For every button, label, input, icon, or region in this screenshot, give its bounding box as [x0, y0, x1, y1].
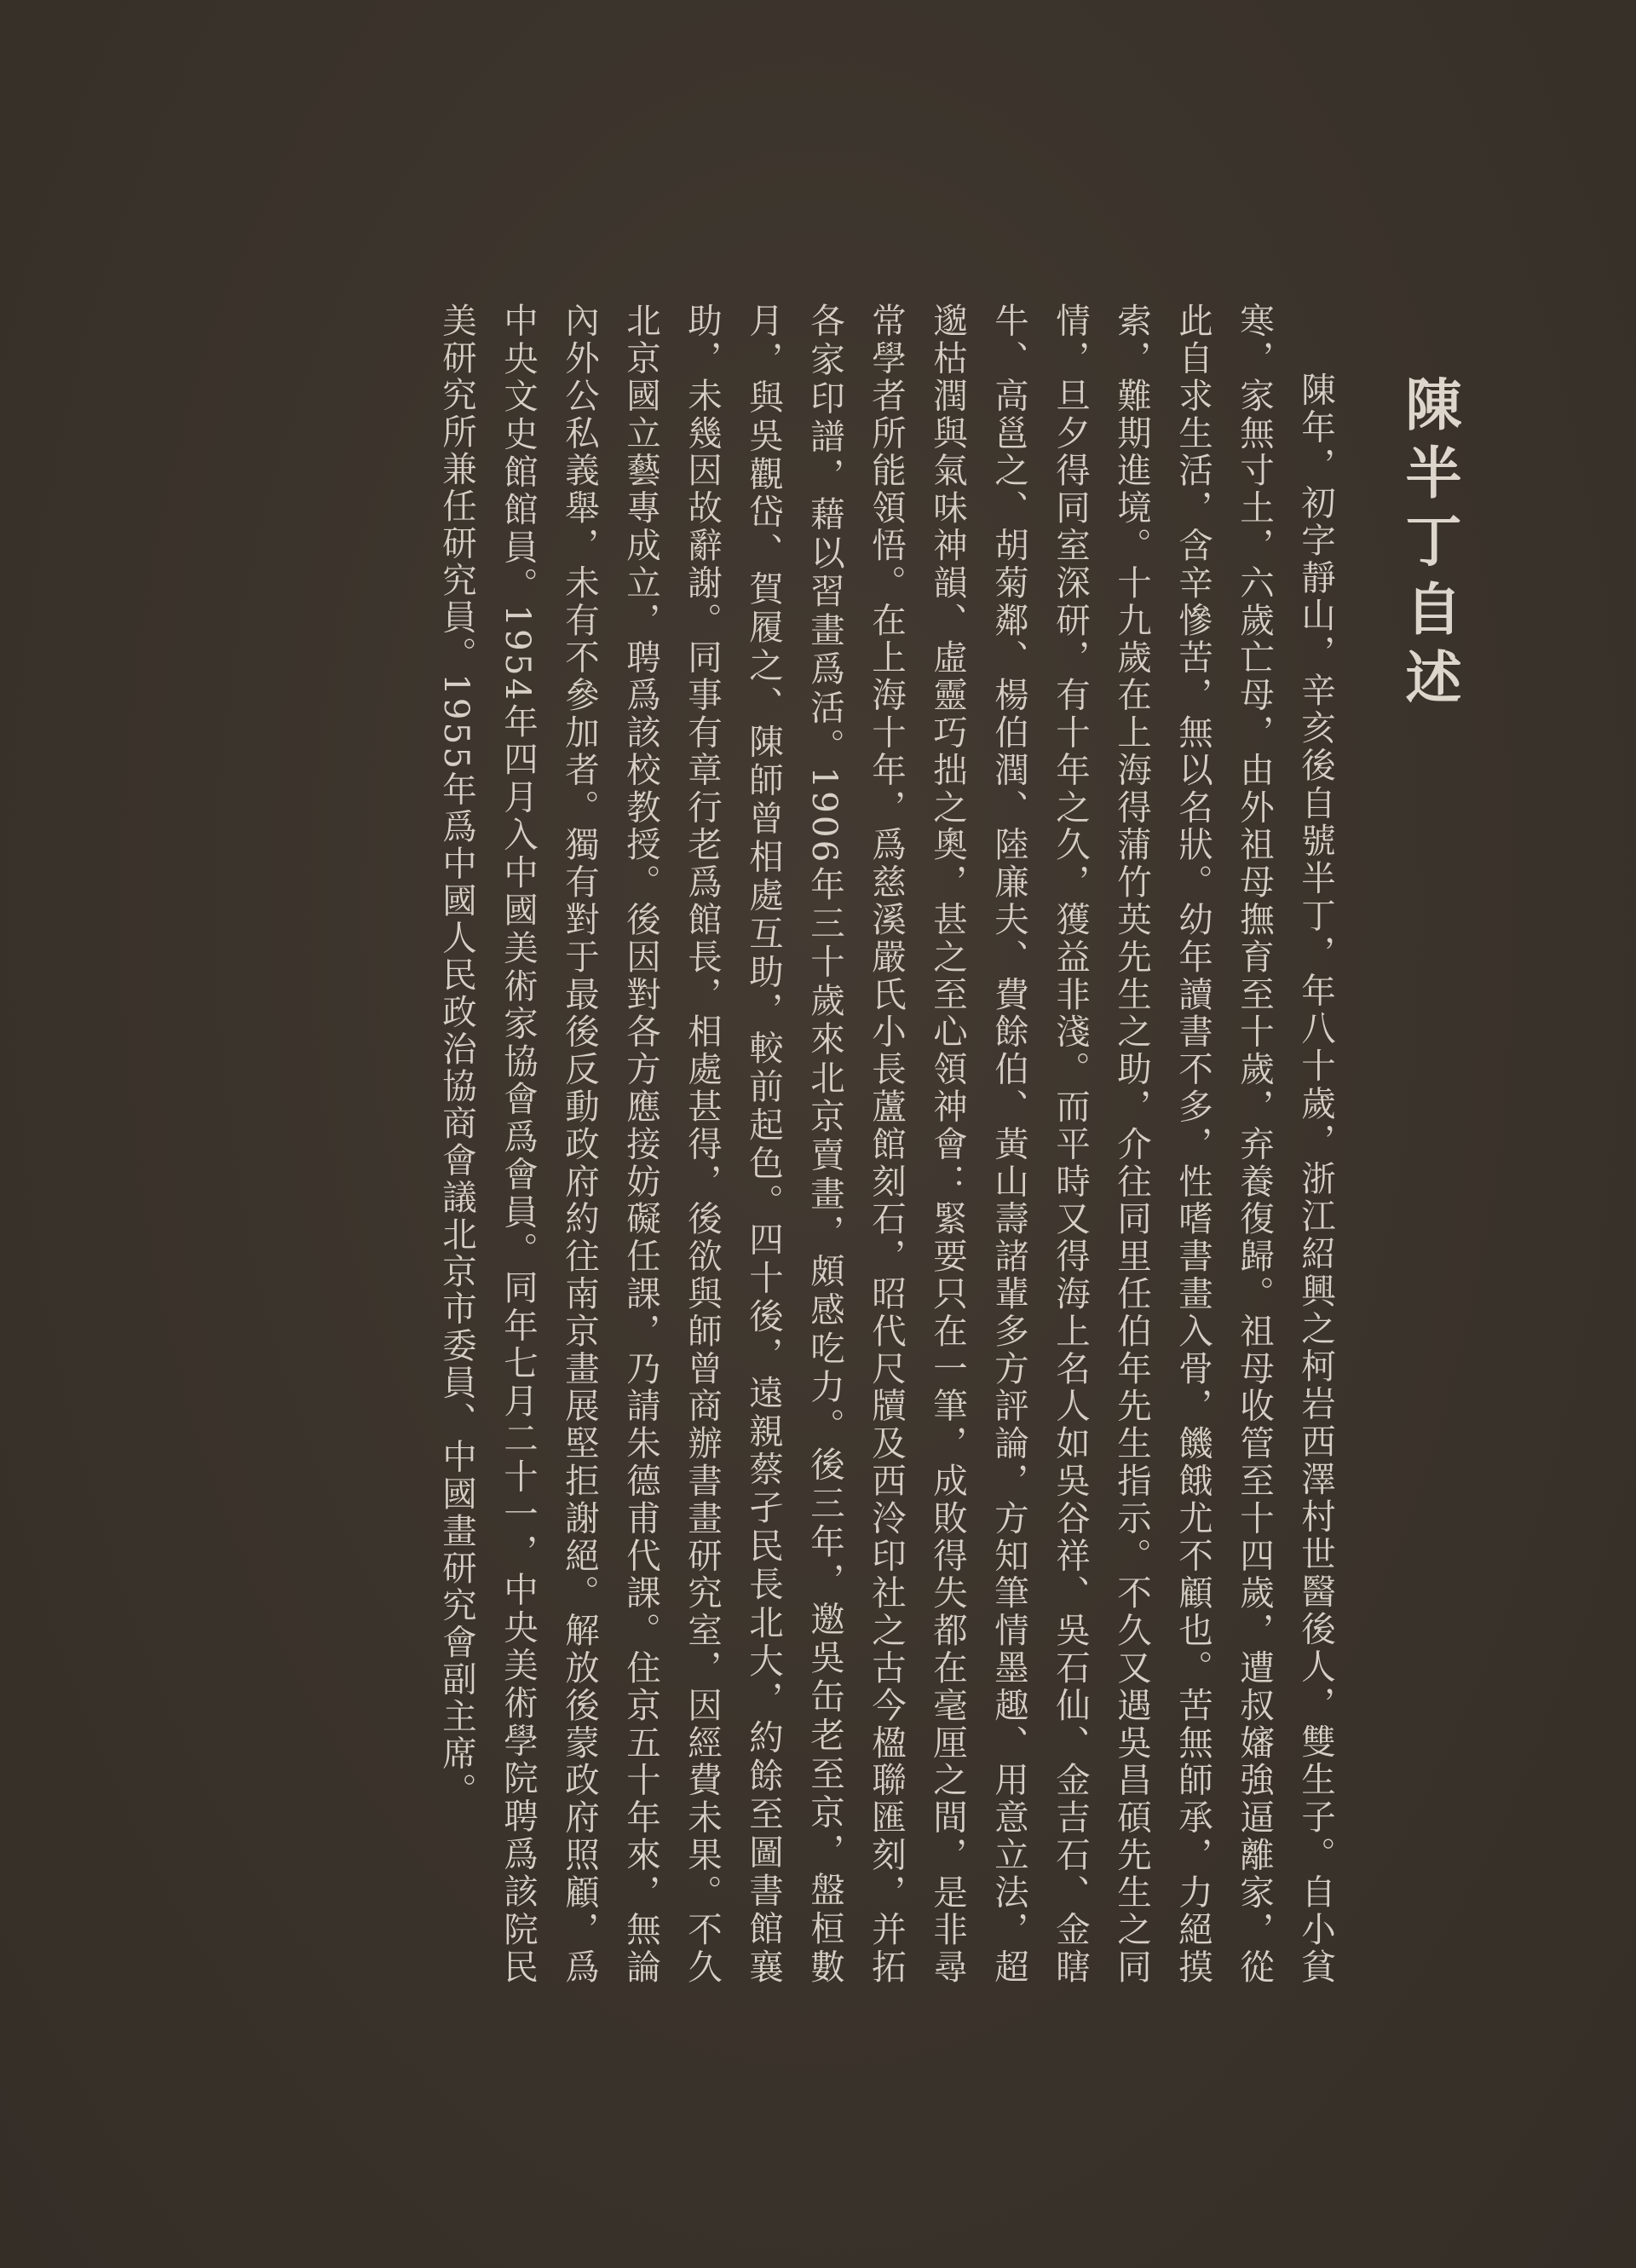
article-body: 陳年，初字靜山，辛亥後自號半丁，年八十歲，浙江紹興之柯岩西澤村世醫後人，雙生子。自小貧寒，家無寸土，六歲亡母，由外祖母撫育至十歲，弃養復歸。祖母收管至十四歲，遭叔嬸強逼離家，從此自求生活，含辛慘苦，無以名狀。幼年讀書不多，性嗜書畫入骨，饑餓尤不顧也。苦無師承，力絕摸索，難期進境。十九歲在上海得蒲竹英先生之助，介往同里任伯年先生指示。不久又遇吳昌碩先生之同情，旦夕得同室深研，有十年之久，獲益非淺。而平時又得海上名人如吳谷祥、吳石仙、金吉石、金瞎牛、高邕之、胡菊鄰、楊伯潤、陸廉夫、費餘伯、黃山壽諸輩多方評論，方知筆情墨趣、用意立法，超邈枯潤與氣味神韻、虛靈巧拙之奧，甚之至心領神會：緊要只在一筆，成敗得失都在毫厘之間，是非尋常學者所能領悟。在上海十年，爲慈溪嚴氏小長蘆館刻石，昭代尺牘及西泠印社之古今楹聯匯刻，并拓各家印譜，藉以習畫爲活。1906年三十歲來北京賣畫，頗感吃力。後三年，邀吳缶老至京，盤桓數月，與吳觀岱、賀履之、陳師曾相處互助，較前起色。四十後，遠親蔡孑民長北大，約餘至圖書館襄助，未幾因故辭謝。同事有章行老爲館長，相處甚得，後欲與師曾商辦書畫研究室，因經費未果。不久北京國立藝專成立，聘爲該校教授。後因對各方應接妨礙任課，乃請朱德甫代課。住京五十年來，無論內外公私義舉，未有不參加者。獨有對于最後反動政府約往南京畫展堅拒謝絕。解放後蒙政府照顧，爲中央文史館館員。1954年四月入中國美術家協會爲會員。同年七月二十一，中央美術學院聘爲該院民美研究所兼任研究員。1955年爲中國人民政治協商會議北京市委員、中國畫研究會副主席。 — [436, 303, 1336, 1986]
article-title: 陳半丁自述 — [1396, 375, 1462, 716]
